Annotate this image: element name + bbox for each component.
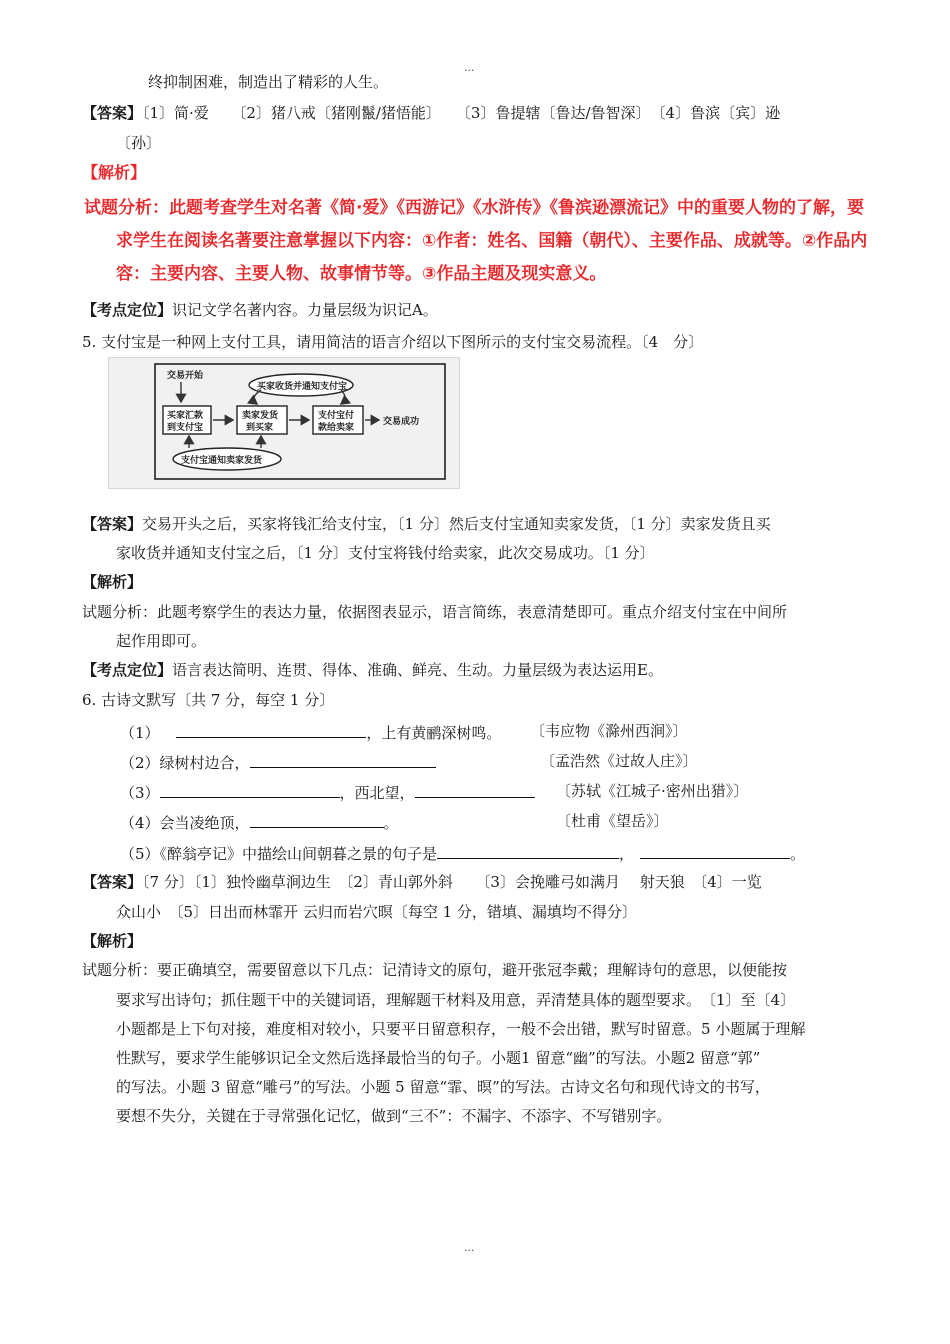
fill-blank-5b[interactable] <box>640 842 790 859</box>
q6-item-3 <box>120 781 535 803</box>
diagram-start: 交易开始 <box>167 371 204 381</box>
q6-analysis-line: 小题都是上下句对接，难度相对较小，只要平日留意积存，一般不会出错，默写时留意。5 小题属于理解 <box>116 1020 806 1038</box>
point-label: 【考点定位】 <box>82 661 173 679</box>
point-text: 识记文学名著内容。力量层级为识记A。 <box>172 301 438 319</box>
item-text: （4）会当凌绝顶， <box>120 814 250 832</box>
q4-tail-line: 终抑制困难，制造出了精彩的人生。 <box>148 73 389 91</box>
answer-label: 【答案】 <box>82 104 143 122</box>
box-seller-ship-line2: 到买家 <box>246 423 274 433</box>
box-alipay-pay-line2: 款给卖家 <box>318 423 355 433</box>
q6-answer-line2: 众山小 〔5〕日出而林霏开 云归而岩穴暝〔每空 1 分，错填、漏填均不得分〕 <box>116 903 637 921</box>
q5-analysis-line1: 试题分析：此题考察学生的表达力量，依据图表显示，语言简练，表意清楚即可。重点介绍支付宝在中间所 <box>82 603 788 621</box>
q4-analysis-label: 【解析】 <box>82 163 147 182</box>
q5-analysis-label: 【解析】 <box>82 573 143 591</box>
q4-answer-line2: 〔孙〕 <box>116 134 162 152</box>
fill-blank-3a[interactable] <box>160 781 340 798</box>
q5-question: 5. 支付宝是一种网上支付工具，请用简洁的语言介绍以下图所示的支付宝交易流程。〔4 分〕 <box>82 333 704 351</box>
q5-answer-line2: 家收货并通知支付宝之后，〔1 分〕支付宝将钱付给卖家，此次交易成功。〔1 分〕 <box>116 544 655 562</box>
q5-answer <box>82 514 771 534</box>
fill-blank-3b[interactable] <box>415 781 535 798</box>
item-text-mid: ， <box>619 845 635 863</box>
q6-item-4 <box>120 811 399 833</box>
answer-text: 〔7 分〕〔1〕独怜幽草涧边生 〔2〕青山郭外斜 〔3〕会挽雕弓如满月 射天狼 〔4〕一览 <box>142 873 762 891</box>
item-text: ，上有黄鹂深树鸣。 <box>366 724 502 742</box>
q6-analysis-line: 试题分析：要正确填空，需要留意以下几点：记清诗文的原句，避开张冠李戴；理解诗句的意思，以便能按 <box>82 961 788 979</box>
q6-item-1-source: 〔韦应物《滁州西涧》〕 <box>530 722 688 740</box>
q6-analysis-line: 要想不失分，关键在于寻常强化记忆，做到“三不”：不漏字、不添字、不写错别字。 <box>116 1107 672 1125</box>
box-buyer-pay-line1: 买家汇款 <box>167 411 204 421</box>
box-alipay-pay-line1: 支付宝付 <box>318 411 355 421</box>
answer-text: 交易开头之后，买家将钱汇给支付宝，〔1 分〕然后支付宝通知卖家发货，〔1 分〕卖家发货且买 <box>142 515 771 533</box>
ellipse-alipay-notify-text: 支付宝通知卖家发货 <box>181 456 263 466</box>
q4-analysis-line3: 容：主要内容、主要人物、故事情节等。③作品主题及现实意义。 <box>116 264 607 284</box>
fill-blank-4[interactable] <box>250 811 384 828</box>
diagram-success: 交易成功 <box>383 417 420 427</box>
item-number: （1） <box>120 724 160 742</box>
q6-item-5 <box>120 842 805 864</box>
q4-point <box>82 300 438 320</box>
q5-analysis-line2: 起作用即可。 <box>116 632 207 650</box>
item-text: （2）绿树村边合， <box>120 754 250 772</box>
answer-label: 【答案】 <box>82 515 143 533</box>
item-number: （3） <box>120 784 160 802</box>
header-dots: ... <box>464 61 475 74</box>
q5-point <box>82 660 663 680</box>
q4-answer <box>82 103 780 123</box>
q6-analysis-line: 的写法。小题 3 留意“雕弓”的写法。小题 5 留意“霏、暝”的写法。古诗文名句和现代诗文的书写， <box>116 1078 770 1096</box>
q4-analysis-line2: 求学生在阅读名著要注意掌握以下内容：①作者：姓名、国籍（朝代）、主要作品、成就等。②作品内 <box>116 231 868 251</box>
q6-analysis-line: 性默写，要求学生能够识记全文然后选择最恰当的句子。小题1 留意“幽”的写法。小题2 留意“郭” <box>116 1049 761 1067</box>
ellipse-buyer-receive-text: 买家收货并通知支付宝 <box>257 382 348 392</box>
q6-item-2-source: 〔孟浩然《过故人庄》〕 <box>540 752 698 770</box>
box-seller-ship-line1: 卖家发货 <box>242 411 279 421</box>
box-buyer-pay-line2: 到支付宝 <box>167 423 204 433</box>
footer-dots: ... <box>464 1241 475 1254</box>
point-label: 【考点定位】 <box>82 301 173 319</box>
item-text-end: 。 <box>383 814 399 832</box>
item-text-end: 。 <box>790 845 806 863</box>
q6-item-2 <box>120 751 436 773</box>
fill-blank-5a[interactable] <box>437 842 619 859</box>
item-text: ，西北望， <box>339 784 415 802</box>
q6-analysis-line: 要求写出诗句；抓住题干中的关键词语，理解题干材料及用意，弄清楚具体的题型要求。 〔1〕至〔4〕 <box>116 991 796 1009</box>
q6-answer <box>82 872 762 892</box>
q6-item-4-source: 〔杜甫《望岳》〕 <box>556 812 669 830</box>
point-text: 语言表达简明、连贯、得体、准确、鲜亮、生动。力量层级为表达运用E。 <box>172 661 663 679</box>
answer-label: 【答案】 <box>82 873 143 891</box>
fill-blank-2[interactable] <box>250 751 436 768</box>
q6-analysis-label: 【解析】 <box>82 932 143 950</box>
fill-blank-1[interactable] <box>176 721 366 738</box>
q4-analysis-line1: 试题分析：此题考查学生对名著《简·爱》《西游记》《水浒传》《鲁滨逊漂流记》中的重要人物的了解，要 <box>84 198 864 218</box>
q6-question: 6. 古诗文默写〔共 7 分，每空 1 分〕 <box>82 691 335 709</box>
alipay-flow-diagram <box>108 357 460 489</box>
q6-item-3-source: 〔苏轼《江城子·密州出猎》〕 <box>556 782 749 800</box>
answer-text: 〔1〕简·爱 〔2〕猪八戒〔猪刚鬣/猪悟能〕 〔3〕鲁提辖〔鲁达/鲁智深〕 〔4〕鲁滨〔宾〕逊 <box>142 104 781 122</box>
item-text: （5）《醉翁亭记》中描绘山间朝暮之景的句子是 <box>120 845 438 863</box>
q6-item-1 <box>120 721 501 743</box>
